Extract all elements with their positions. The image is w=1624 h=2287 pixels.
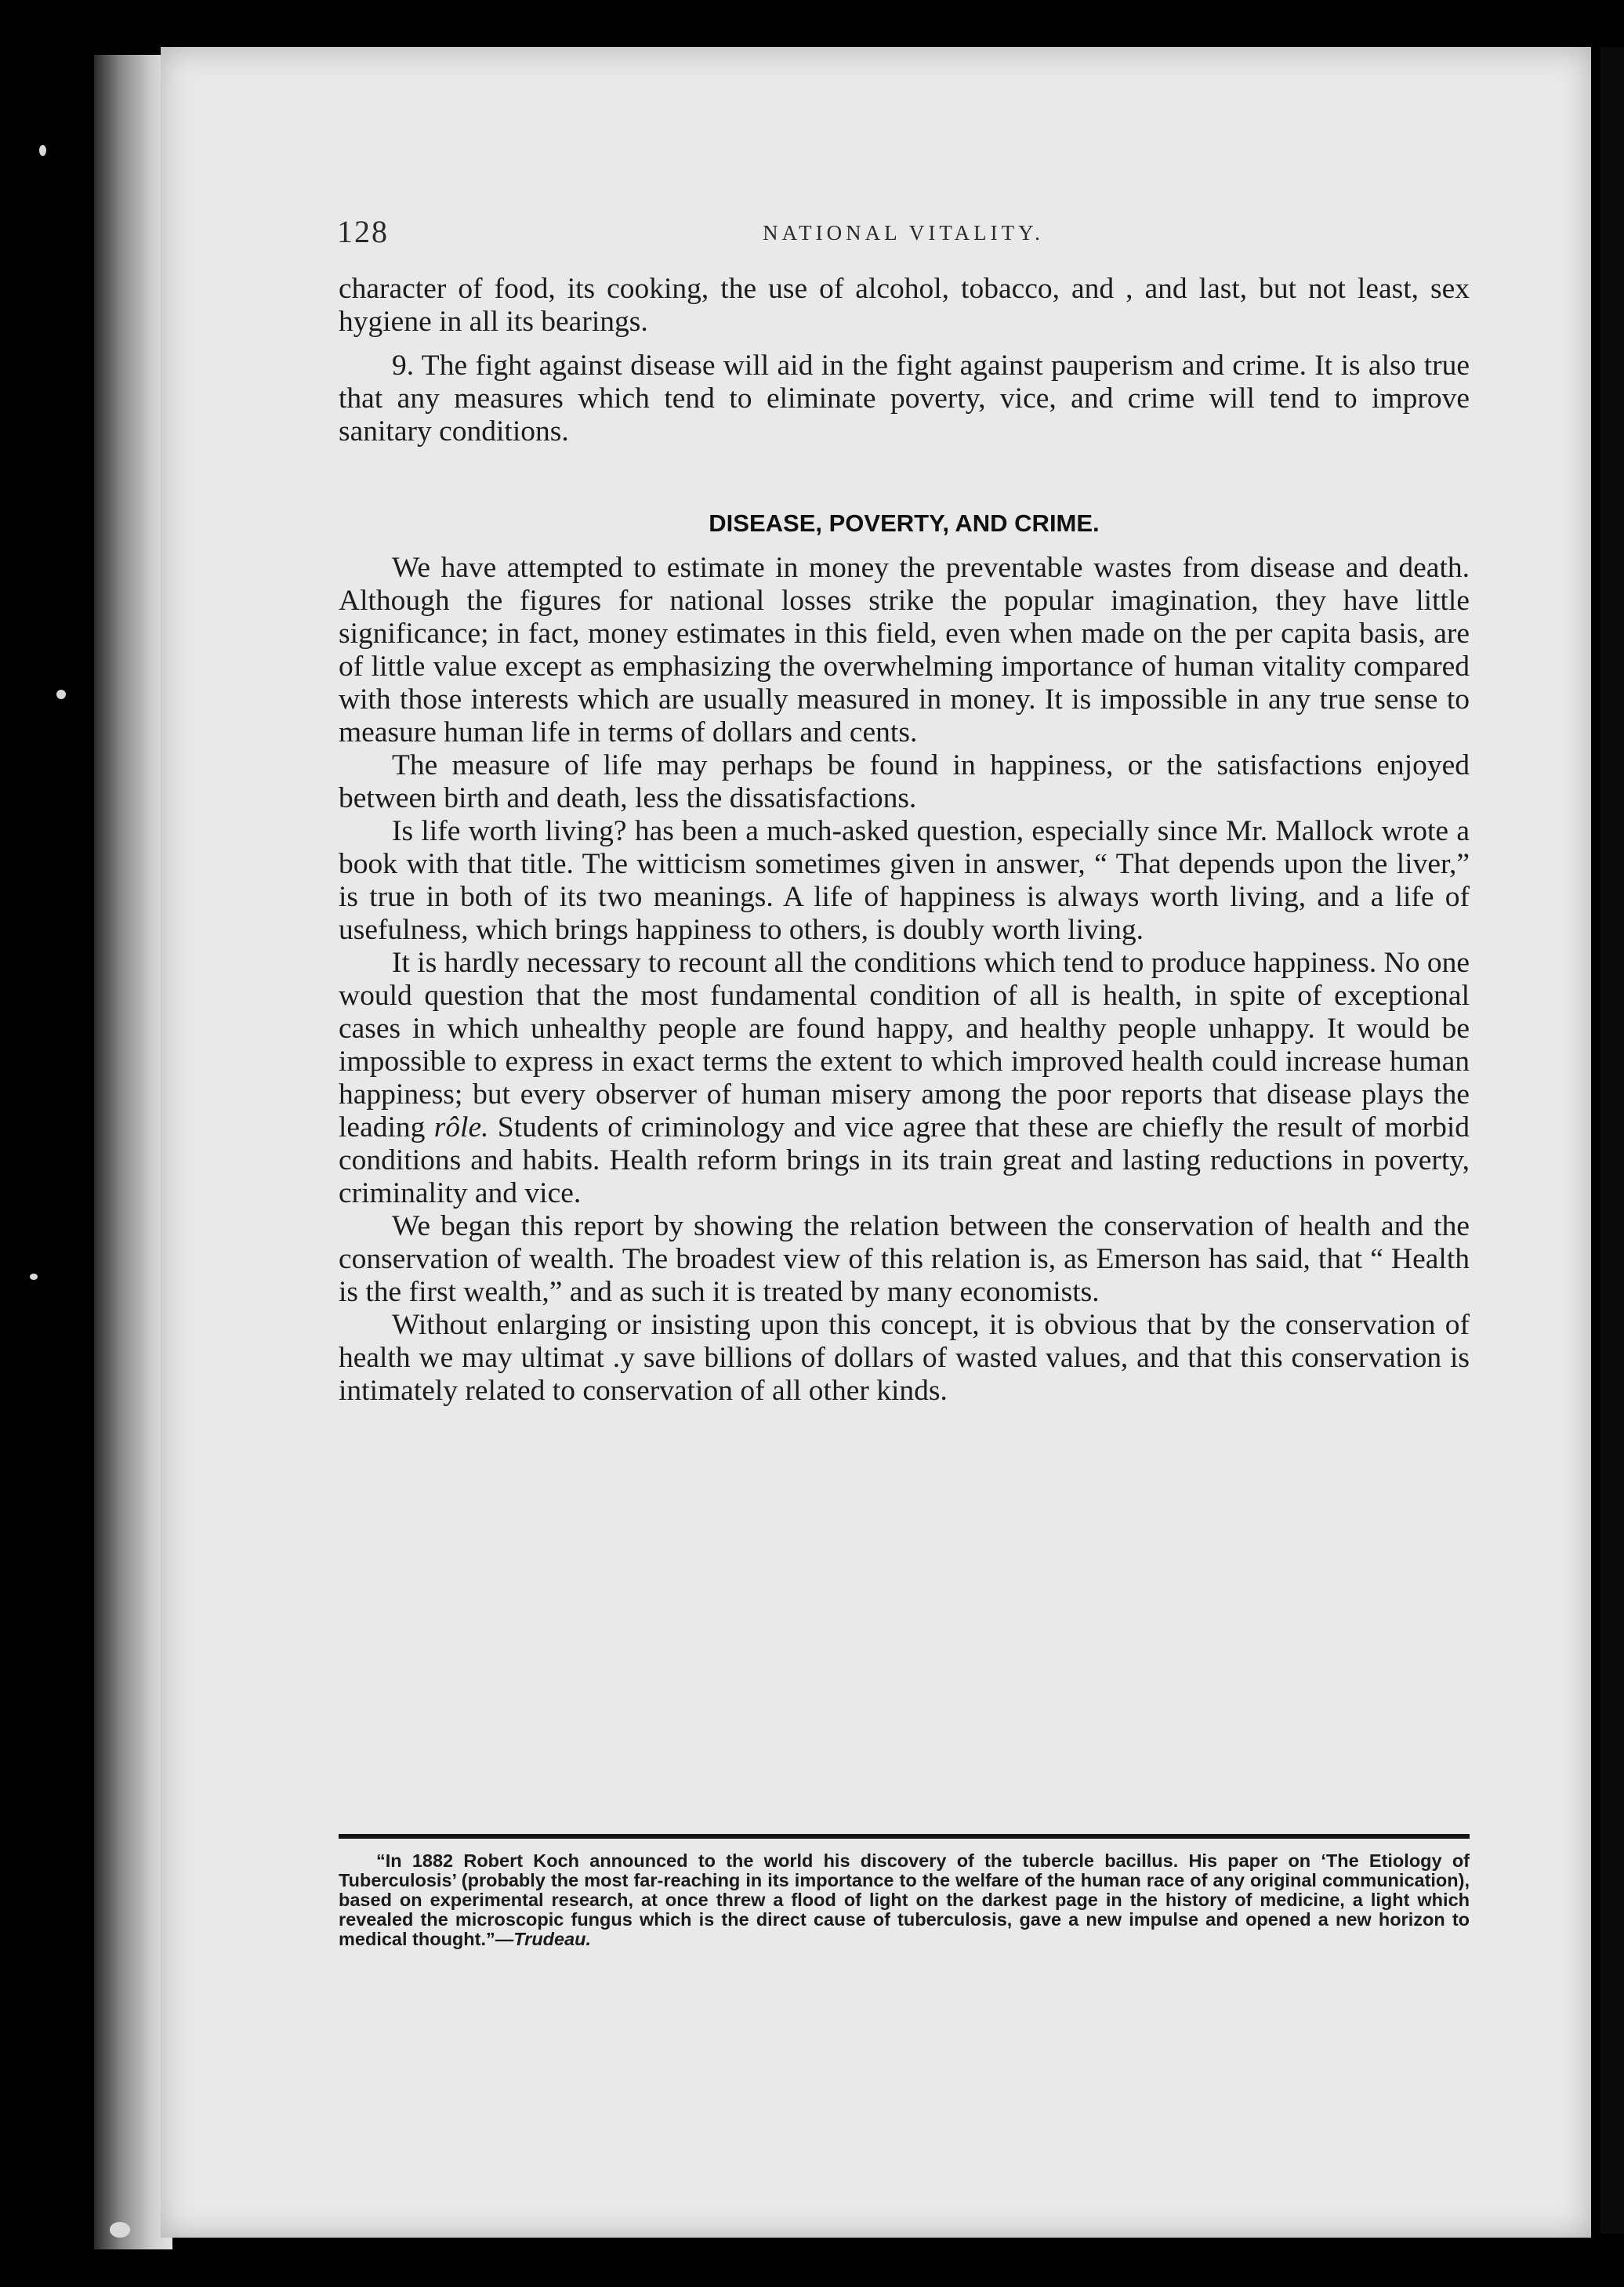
numbered-item-9: 9. The fight against disease will aid in the fight against pauperism and crime. It is also true that any measures which tend to eliminate poverty, vice, and crime will tend to improve sanitary conditions.: [339, 350, 1470, 448]
body-text: [339, 273, 1470, 1408]
scan-speck: [30, 1274, 38, 1280]
footnote-text: “In 1882 Robert Koch announced to the world his discovery of the tubercle bacillus. His paper on ‘The Etiology of Tuberculosis’ (probably the most far-reaching in its importance to the welfare of the human race of any original communication), based on experimental research, at once threw a flood of light on the darkest page in the history of medicine, a light which revealed the microscopic fungus which is the direct cause of tuberculosis, gave a new impulse and opened a new horizon to medical thought.”—: [339, 1850, 1470, 1949]
running-title: NATIONAL VITALITY.: [763, 221, 1044, 245]
paragraph: We began this report by showing the relation between the conservation of health and the conservation of wealth. The broadest view of this relation is, as Emerson has said, that “ Health is the first wealth,” and as such it is treated by many economists.: [339, 1210, 1470, 1308]
footnote: [339, 1851, 1470, 1949]
paragraph-text: Students of criminology and vice agree that these are chiefly the result of morbid conditions and habits. Health reform brings in its train great and lasting reductions in poverty, criminality and vice.: [339, 1111, 1470, 1209]
paragraph-text: It is hardly necessary to recount all the conditions which tend to produce happiness. No one would question that the most fundamental condition of all is health, in spite of exceptional cases in which unhealthy people are found happy, and healthy people unhappy. It would be impossible to express in exact terms the extent to which improved health could increase human happiness; but every observer of human misery among the poor reports that disease plays the leading: [339, 947, 1470, 1144]
footnote-attribution: Trudeau.: [513, 1929, 592, 1949]
footnote-rule: [339, 1834, 1470, 1839]
running-head: [337, 213, 1470, 252]
page-edge-shadow: [1600, 47, 1624, 2234]
paragraph: [339, 947, 1470, 1210]
continued-paragraph: character of food, its cooking, the use of alcohol, tobacco, and , and last, but not least, sex hygiene in all its bearings.: [339, 273, 1470, 338]
scan-speck: [110, 2222, 130, 2238]
scan-speck: [39, 145, 46, 156]
page-number: 128: [337, 214, 389, 249]
paragraph: Is life worth living? has been a much-asked question, especially since Mr. Mallock wrote a book with that title. The witticism sometimes given in answer, “ That depends upon the liver,” is true in both of its two meanings. A life of happiness is always worth living, and a life of usefulness, which brings happiness to others, is doubly worth living.: [339, 815, 1470, 946]
scan-speck: [56, 690, 66, 699]
section-heading: DISEASE, POVERTY, AND CRIME.: [709, 509, 1100, 537]
paragraph: Without enlarging or insisting upon this concept, it is obvious that by the conservation of health we may ultimat .y save billions of dollars of wasted values, and that this conservation is intimately related to conservation of all other kinds.: [339, 1309, 1470, 1407]
italic-term: rôle.: [433, 1111, 489, 1144]
paragraph: The measure of life may perhaps be found in happiness, or the satisfactions enjoyed between birth and death, less the dissatisfactions.: [339, 749, 1470, 814]
paragraph: We have attempted to estimate in money the preventable wastes from disease and death. Although the figures for national losses strike the popular imagination, they have little significance; in fact, money estimates in this field, even when made on the per capita basis, are of little value except as emphasizing the overwhelming importance of human vitality compared with those interests which are usually measured in money. It is impossible in any true sense to measure human life in terms of dollars and cents.: [339, 552, 1470, 748]
